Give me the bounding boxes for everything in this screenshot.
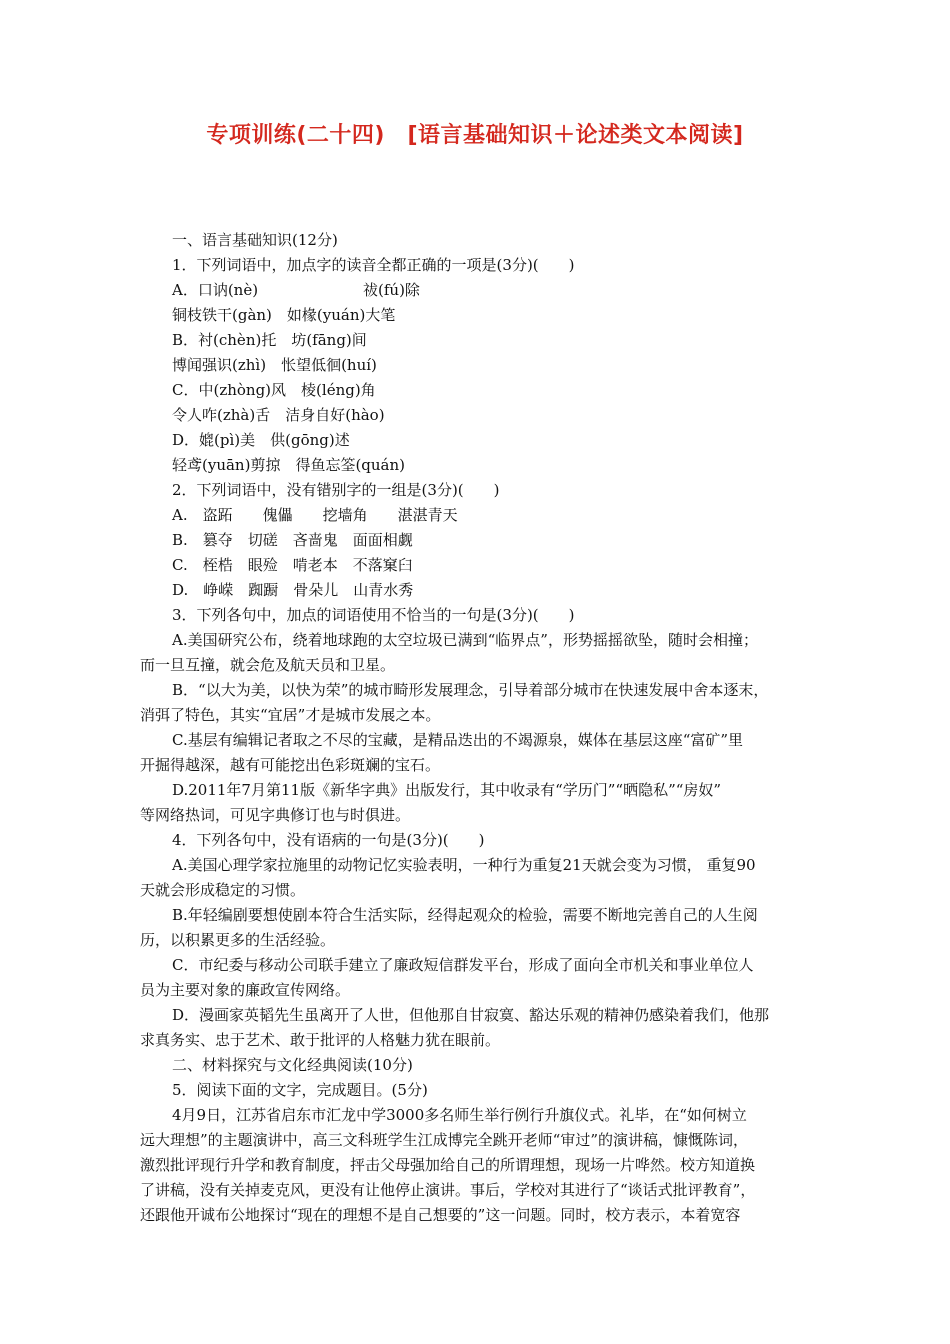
q1-option-d-line1: D．媲(pì)美 供(gōng)述 <box>172 431 350 449</box>
q4-option-d-line1: D．漫画家英韬先生虽离开了人世，但他那自甘寂寞、豁达乐观的精神仍感染着我们，他那 <box>172 1006 770 1024</box>
q5-passage-line5: 还跟他开诚布公地探讨“现在的理想不是自己想要的”这一问题。同时，校方表示，本着宽容 <box>140 1206 741 1224</box>
q1-option-a-part2: 祓(fú)除 <box>363 281 420 299</box>
q5-passage-line1: 4月9日，江苏省启东市汇龙中学3000多名师生举行例行升旗仪式。礼毕，在“如何树立 <box>172 1106 747 1124</box>
q4-option-a-line2: 天就会形成稳定的习惯。 <box>140 881 306 899</box>
question-2-stem: 2．下列词语中，没有错别字的一组是(3分)( ) <box>172 481 500 499</box>
q5-passage-line2: 远大理想”的主题演讲中，高三文科班学生江成博完全跳开老师“审过”的演讲稿，慷慨陈词， <box>140 1131 749 1149</box>
q4-option-b-line2: 历，以积累更多的生活经验。 <box>140 931 336 949</box>
q3-option-a-line1: A.美国研究公布，绕着地球跑的太空垃圾已满到“临界点”，形势摇摇欲坠，随时会相撞； <box>172 631 758 649</box>
q1-option-c-line2: 令人咋(zhà)舌 洁身自好(hào) <box>172 406 385 424</box>
section-heading-1: 一、语言基础知识(12分) <box>172 231 338 249</box>
q3-option-d-line2: 等网络热词，可见字典修订也与时俱进。 <box>140 806 411 824</box>
question-4-stem: 4．下列各句中，没有语病的一句是(3分)( ) <box>172 831 485 849</box>
q3-option-c-line1: C.基层有编辑记者取之不尽的宝藏，是精品迭出的不竭源泉，媒体在基层这座“富矿”里 <box>172 731 744 749</box>
q3-option-b-line2: 消弭了特色，其实“宜居”才是城市发展之本。 <box>140 706 441 724</box>
q1-option-a-part1: A．口讷(nè) <box>172 281 259 299</box>
q3-option-d-line1: D.2011年7月第11版《新华字典》出版发行，其中收录有“学历门”“晒隐私”“房奴” <box>172 781 722 799</box>
q1-option-a-line2: 铜枝铁干(gàn) 如椽(yuán)大笔 <box>172 306 396 324</box>
question-1-stem: 1．下列词语中，加点字的读音全都正确的一项是(3分)( ) <box>172 256 575 274</box>
q1-option-c-line1: C．中(zhòng)风 棱(léng)角 <box>172 381 376 399</box>
q4-option-a-line1: A.美国心理学家拉施里的动物记忆实验表明，一种行为重复21天就会变为习惯， 重复90 <box>172 856 756 874</box>
q3-option-c-line2: 开掘得越深，越有可能挖出色彩斑斓的宝石。 <box>140 756 441 774</box>
q5-passage-line4: 了讲稿，没有关掉麦克风，更没有让他停止演讲。事后，学校对其进行了“谈话式批评教育”， <box>140 1181 756 1199</box>
q1-option-b-line2: 博闻强识(zhì) 怅望低徊(huí) <box>172 356 377 374</box>
q2-option-c: C. 桎梏 眼殓 啃老本 不落窠臼 <box>172 556 413 574</box>
question-5-stem: 5．阅读下面的文字，完成题目。(5分) <box>172 1081 428 1099</box>
page-title: 专项训练(二十四) [语言基础知识＋论述类文本阅读] <box>206 123 744 148</box>
q2-option-a: A. 盗跖 傀儡 挖墙角 湛湛青天 <box>172 506 458 524</box>
q1-option-b-line1: B．衬(chèn)托 坊(fāng)间 <box>172 331 367 349</box>
section-heading-2: 二、材料探究与文化经典阅读(10分) <box>172 1056 413 1074</box>
q4-option-b-line1: B.年轻编剧要想使剧本符合生活实际，经得起观众的检验，需要不断地完善自己的人生阅 <box>172 906 758 924</box>
q3-option-a-line2: 而一旦互撞，就会危及航天员和卫星。 <box>140 656 396 674</box>
q3-option-b-line1: B．“以大为美，以快为荣”的城市畸形发展理念，引导着部分城市在快速发展中舍本逐末， <box>172 681 769 699</box>
q5-passage-line3: 激烈批评现行升学和教育制度，抨击父母强加给自己的所谓理想，现场一片哗然。校方知道换 <box>140 1156 756 1174</box>
q4-option-c-line1: C．市纪委与移动公司联手建立了廉政短信群发平台，形成了面向全市机关和事业单位人 <box>172 956 754 974</box>
question-3-stem: 3．下列各句中，加点的词语使用不恰当的一句是(3分)( ) <box>172 606 575 624</box>
q2-option-d: D. 峥嵘 踟蹰 骨朵儿 山青水秀 <box>172 581 414 599</box>
q1-option-d-line2: 轻鸢(yuān)剪掠 得鱼忘筌(quán) <box>172 456 406 474</box>
q4-option-c-line2: 员为主要对象的廉政宣传网络。 <box>140 981 351 999</box>
q4-option-d-line2: 求真务实、忠于艺术、敢于批评的人格魅力犹在眼前。 <box>140 1031 501 1049</box>
q2-option-b: B. 篡夺 切磋 吝啬鬼 面面相觑 <box>172 531 413 549</box>
